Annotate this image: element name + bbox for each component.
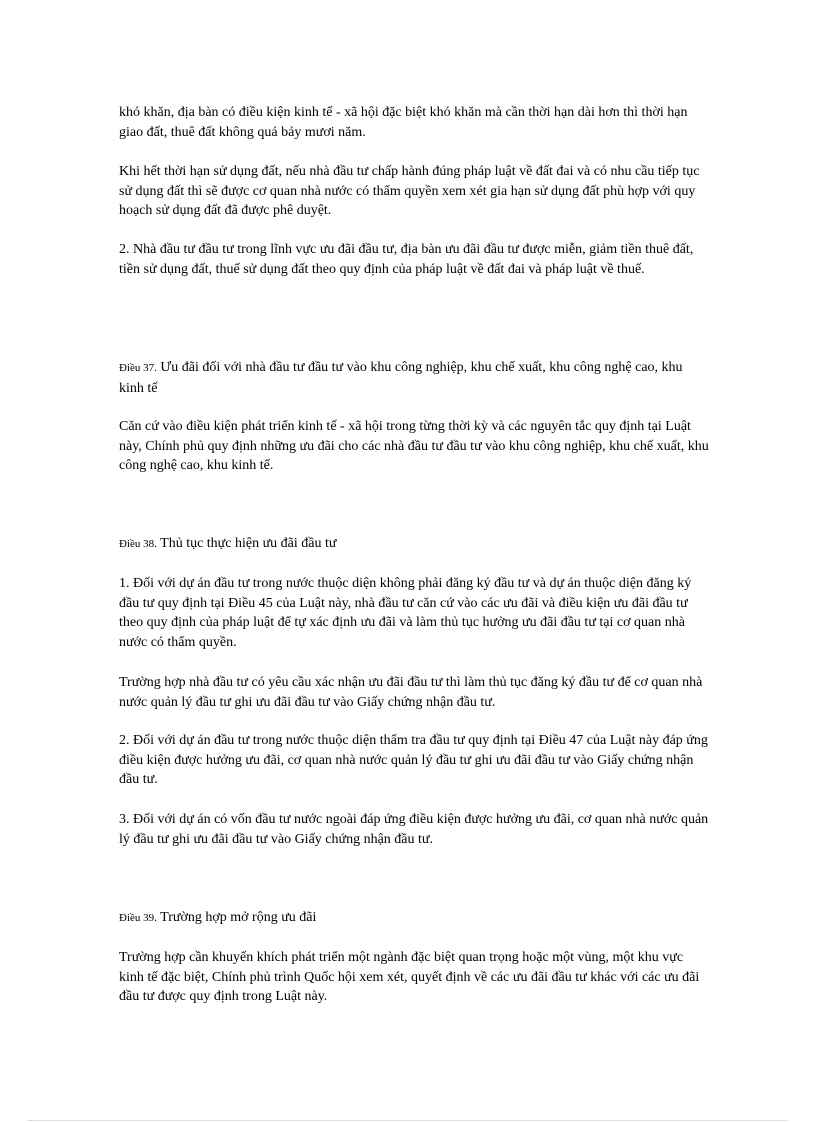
paragraph: 2. Nhà đầu tư đầu tư trong lĩnh vực ưu đãi đầu tư, địa bàn ưu đãi đầu tư được miễn, giảm tiền thuê đất, tiền sử dụng đất, thuế sử dụng đất theo quy định của pháp luật về đất đai và pháp luật về thuế.	[119, 242, 694, 277]
paragraph: 3. Đối với dự án có vốn đầu tư nước ngoài đáp ứng điều kiện được hưởng ưu đãi, cơ quan nhà nước quản lý đầu tư ghi ưu đãi đầu tư vào Giấy chứng nhận đầu tư.	[119, 812, 709, 847]
article-number: Điều 39.	[119, 912, 157, 924]
article-heading-38	[119, 534, 709, 555]
article-heading-39	[119, 908, 709, 929]
article-number: Điều 37.	[119, 362, 157, 374]
paragraph: Căn cứ vào điều kiện phát triển kinh tế - xã hội trong từng thời kỳ và các nguyên tắc quy định tại Luật này, Chính phủ quy định những ưu đãi cho các nhà đầu tư đầu tư vào khu công nghiệp, khu chế xuất, khu công nghệ cao, khu kinh tế.	[119, 419, 709, 473]
article-number: Điều 38.	[119, 538, 157, 550]
page-bottom-divider	[28, 1120, 788, 1121]
paragraph: 1. Đối với dự án đầu tư trong nước thuộc diện không phải đăng ký đầu tư và dự án thuộc diện đăng ký đầu tư quy định tại Điều 45 của Luật này, nhà đầu tư căn cứ vào các ưu đãi và điều kiện ưu đãi đầu tư theo quy định của pháp luật để tự xác định ưu đãi và làm thủ tục hưởng ưu đãi đầu tư tại cơ quan nhà nước có thẩm quyền.	[119, 576, 692, 650]
paragraph: 2. Đối với dự án đầu tư trong nước thuộc diện thẩm tra đầu tư quy định tại Điều 47 của Luật này đáp ứng điều kiện được hưởng ưu đãi, cơ quan nhà nước quản lý đầu tư ghi ưu đãi đầu tư vào Giấy chứng nhận đầu tư.	[119, 733, 708, 787]
article-title: Thủ tục thực hiện ưu đãi đầu tư	[160, 536, 337, 551]
article-heading-37	[119, 358, 709, 398]
paragraph: khó khăn, địa bàn có điều kiện kinh tế - xã hội đặc biệt khó khăn mà cần thời hạn dài hơn thì thời hạn giao đất, thuê đất không quá bảy mươi năm.	[119, 105, 688, 140]
paragraph: Trường hợp cần khuyến khích phát triển một ngành đặc biệt quan trọng hoặc một vùng, một khu vực kinh tế đặc biệt, Chính phủ trình Quốc hội xem xét, quyết định về các ưu đãi đầu tư khác với các ưu đãi đầu tư được quy định trong Luật này.	[119, 950, 700, 1004]
paragraph: Khi hết thời hạn sử dụng đất, nếu nhà đầu tư chấp hành đúng pháp luật về đất đai và có nhu cầu tiếp tục sử dụng đất thì sẽ được cơ quan nhà nước có thẩm quyền xem xét gia hạn sử dụng đất phù hợp với quy hoạch sử dụng đất đã được phê duyệt.	[119, 164, 700, 218]
article-title: Trường hợp mở rộng ưu đãi	[160, 910, 317, 925]
paragraph: Trường hợp nhà đầu tư có yêu cầu xác nhận ưu đãi đầu tư thì làm thủ tục đăng ký đầu tư để cơ quan nhà nước quản lý đầu tư ghi ưu đãi đầu tư vào Giấy chứng nhận đầu tư.	[119, 675, 703, 710]
article-title: Ưu đãi đối với nhà đầu tư đầu tư vào khu công nghiệp, khu chế xuất, khu công nghệ cao, khu kinh tế	[119, 360, 683, 396]
